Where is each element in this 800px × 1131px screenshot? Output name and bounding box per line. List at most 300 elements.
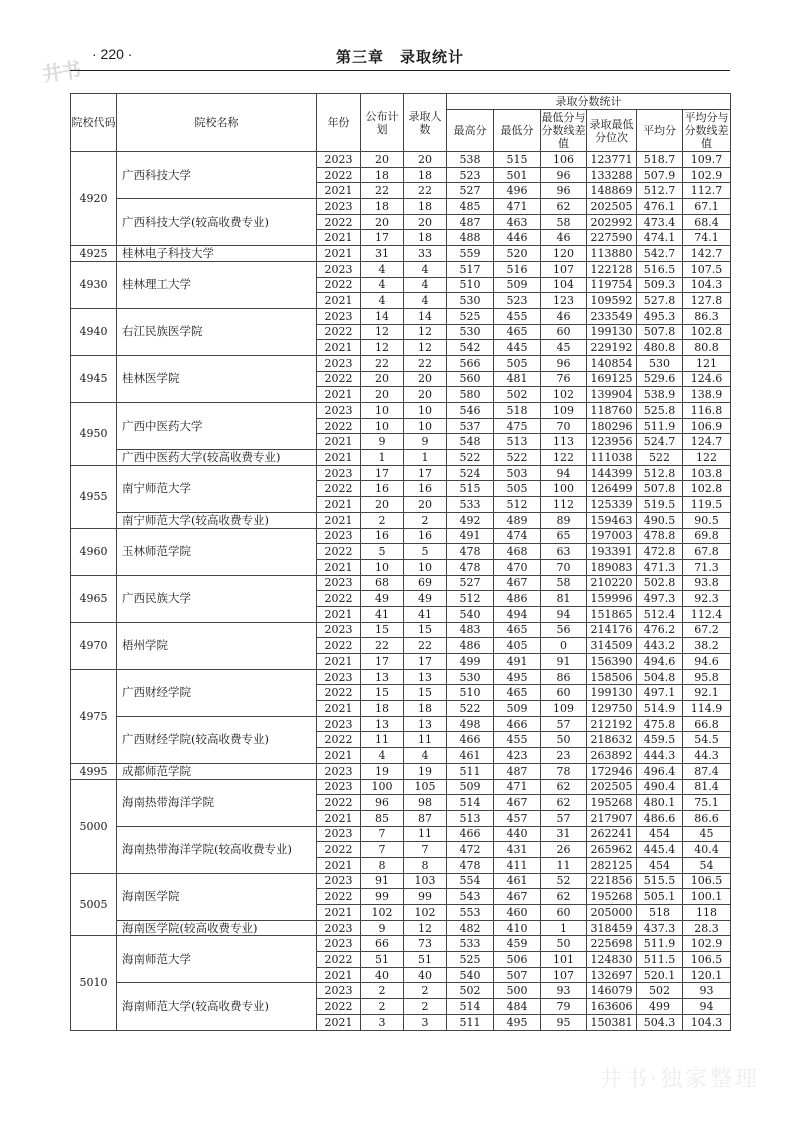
cell-avg: 478.8 — [637, 528, 683, 544]
cell-min: 496 — [494, 183, 541, 199]
cell-plan: 4 — [361, 748, 404, 764]
cell-admitted: 2 — [404, 512, 447, 528]
cell-plan: 8 — [361, 857, 404, 873]
cell-min-diff: 56 — [541, 622, 587, 638]
cell-admitted: 7 — [404, 842, 447, 858]
cell-admitted: 105 — [404, 779, 447, 795]
institution-name: 广西财经学院 — [117, 669, 317, 716]
cell-min-diff: 96 — [541, 355, 587, 371]
cell-year: 2023 — [317, 936, 361, 952]
cell-plan: 102 — [361, 905, 404, 921]
cell-plan: 2 — [361, 999, 404, 1015]
cell-min: 467 — [494, 889, 541, 905]
cell-admitted: 1 — [404, 450, 447, 466]
cell-rank: 139904 — [587, 387, 637, 403]
cell-plan: 4 — [361, 293, 404, 309]
cell-year: 2023 — [317, 403, 361, 419]
institution-name: 南宁师范大学 — [117, 465, 317, 512]
institution-name: 海南热带海洋学院 — [117, 779, 317, 826]
cell-avg: 514.9 — [637, 701, 683, 717]
institution-name: 海南医学院 — [117, 873, 317, 920]
cell-avg: 530 — [637, 355, 683, 371]
cell-year: 2023 — [317, 575, 361, 591]
cell-rank: 119754 — [587, 277, 637, 293]
cell-min: 515 — [494, 152, 541, 168]
cell-avg-diff: 69.8 — [683, 528, 731, 544]
cell-max: 566 — [447, 355, 494, 371]
cell-max: 525 — [447, 308, 494, 324]
table-row — [71, 246, 731, 262]
cell-avg-diff: 71.3 — [683, 559, 731, 575]
cell-min: 465 — [494, 324, 541, 340]
cell-max: 540 — [447, 606, 494, 622]
cell-avg-diff: 94.6 — [683, 654, 731, 670]
cell-avg-diff: 45 — [683, 826, 731, 842]
cell-min-diff: 46 — [541, 308, 587, 324]
cell-admitted: 4 — [404, 748, 447, 764]
institution-code: 4965 — [71, 575, 117, 622]
cell-rank: 195268 — [587, 795, 637, 811]
cell-admitted: 5 — [404, 544, 447, 560]
cell-admitted: 13 — [404, 716, 447, 732]
cell-max: 554 — [447, 873, 494, 889]
cell-admitted: 20 — [404, 387, 447, 403]
cell-avg: 495.3 — [637, 308, 683, 324]
cell-min: 518 — [494, 403, 541, 419]
cell-min-diff: 96 — [541, 183, 587, 199]
cell-min: 455 — [494, 308, 541, 324]
cell-max: 537 — [447, 418, 494, 434]
cell-min: 431 — [494, 842, 541, 858]
cell-avg: 509.3 — [637, 277, 683, 293]
cell-avg: 529.6 — [637, 371, 683, 387]
cell-rank: 159996 — [587, 591, 637, 607]
cell-rank: 133288 — [587, 167, 637, 183]
institution-code: 4970 — [71, 622, 117, 669]
cell-plan: 19 — [361, 763, 404, 779]
cell-min: 466 — [494, 716, 541, 732]
cell-avg: 476.2 — [637, 622, 683, 638]
cell-avg: 538.9 — [637, 387, 683, 403]
cell-avg-diff: 124.7 — [683, 434, 731, 450]
cell-min: 489 — [494, 512, 541, 528]
cell-admitted: 49 — [404, 591, 447, 607]
cell-rank: 227590 — [587, 230, 637, 246]
cell-year: 2022 — [317, 999, 361, 1015]
cell-min-diff: 62 — [541, 889, 587, 905]
cell-rank: 282125 — [587, 857, 637, 873]
cell-avg: 474.1 — [637, 230, 683, 246]
cell-max: 472 — [447, 842, 494, 858]
table-row — [71, 669, 731, 685]
cell-avg: 490.5 — [637, 512, 683, 528]
cell-year: 2023 — [317, 622, 361, 638]
cell-year: 2023 — [317, 199, 361, 215]
cell-min-diff: 52 — [541, 873, 587, 889]
cell-avg: 480.8 — [637, 340, 683, 356]
institution-code: 4960 — [71, 528, 117, 575]
cell-min: 506 — [494, 952, 541, 968]
cell-max: 522 — [447, 450, 494, 466]
cell-rank: 129750 — [587, 701, 637, 717]
cell-admitted: 22 — [404, 183, 447, 199]
cell-admitted: 3 — [404, 1014, 447, 1030]
cell-min-diff: 62 — [541, 779, 587, 795]
table-row — [71, 308, 731, 324]
cell-min-diff: 95 — [541, 1014, 587, 1030]
cell-year: 2022 — [317, 277, 361, 293]
cell-year: 2021 — [317, 654, 361, 670]
cell-max: 524 — [447, 465, 494, 481]
cell-rank: 122128 — [587, 261, 637, 277]
cell-admitted: 11 — [404, 732, 447, 748]
cell-min-diff: 70 — [541, 559, 587, 575]
cell-rank: 109592 — [587, 293, 637, 309]
cell-rank: 124830 — [587, 952, 637, 968]
cell-min-diff: 23 — [541, 748, 587, 764]
cell-avg-diff: 104.3 — [683, 1014, 731, 1030]
cell-avg-diff: 67.1 — [683, 199, 731, 215]
institution-code: 4925 — [71, 246, 117, 262]
institution-name: 南宁师范大学(较高收费专业) — [117, 512, 317, 528]
cell-min: 468 — [494, 544, 541, 560]
cell-admitted: 99 — [404, 889, 447, 905]
cell-avg: 504.8 — [637, 669, 683, 685]
cell-plan: 100 — [361, 779, 404, 795]
cell-min-diff: 60 — [541, 905, 587, 921]
cell-max: 517 — [447, 261, 494, 277]
cell-rank: 189083 — [587, 559, 637, 575]
cell-max: 509 — [447, 779, 494, 795]
cell-avg-diff: 54.5 — [683, 732, 731, 748]
cell-plan: 68 — [361, 575, 404, 591]
cell-max: 522 — [447, 701, 494, 717]
cell-max: 492 — [447, 512, 494, 528]
cell-avg-diff: 100.1 — [683, 889, 731, 905]
cell-year: 2022 — [317, 214, 361, 230]
cell-plan: 4 — [361, 277, 404, 293]
cell-avg-diff: 87.4 — [683, 763, 731, 779]
cell-max: 533 — [447, 497, 494, 513]
cell-rank: 210220 — [587, 575, 637, 591]
institution-name: 玉林师范学院 — [117, 528, 317, 575]
cell-min: 423 — [494, 748, 541, 764]
cell-avg: 511.9 — [637, 936, 683, 952]
cell-max: 491 — [447, 528, 494, 544]
cell-max: 533 — [447, 936, 494, 952]
cell-year: 2021 — [317, 230, 361, 246]
cell-min-diff: 11 — [541, 857, 587, 873]
cell-admitted: 18 — [404, 701, 447, 717]
cell-avg: 480.1 — [637, 795, 683, 811]
table-row — [71, 199, 731, 215]
cell-min: 507 — [494, 967, 541, 983]
col-header-name: 院校名称 — [117, 94, 317, 152]
cell-year: 2022 — [317, 544, 361, 560]
cell-year: 2023 — [317, 261, 361, 277]
cell-plan: 49 — [361, 591, 404, 607]
cell-min-diff: 107 — [541, 967, 587, 983]
table-row — [71, 152, 731, 168]
col-header-group: 录取分数统计 — [447, 94, 731, 110]
cell-min: 474 — [494, 528, 541, 544]
table-row — [71, 763, 731, 779]
institution-name: 桂林医学院 — [117, 355, 317, 402]
cell-plan: 85 — [361, 810, 404, 826]
cell-rank: 151865 — [587, 606, 637, 622]
cell-max: 527 — [447, 183, 494, 199]
cell-avg-diff: 120.1 — [683, 967, 731, 983]
cell-plan: 31 — [361, 246, 404, 262]
cell-admitted: 12 — [404, 340, 447, 356]
cell-max: 466 — [447, 826, 494, 842]
cell-admitted: 33 — [404, 246, 447, 262]
cell-max: 511 — [447, 1014, 494, 1030]
institution-code: 4950 — [71, 403, 117, 466]
cell-rank: 163606 — [587, 999, 637, 1015]
cell-plan: 20 — [361, 387, 404, 403]
table-row — [71, 512, 731, 528]
cell-year: 2023 — [317, 779, 361, 795]
cell-avg: 472.8 — [637, 544, 683, 560]
cell-admitted: 14 — [404, 308, 447, 324]
cell-plan: 99 — [361, 889, 404, 905]
cell-avg: 512.8 — [637, 465, 683, 481]
cell-plan: 3 — [361, 1014, 404, 1030]
brand-logo: 井书 — [40, 57, 82, 87]
cell-max: 512 — [447, 591, 494, 607]
cell-max: 499 — [447, 654, 494, 670]
cell-rank: 217907 — [587, 810, 637, 826]
cell-avg-diff: 90.5 — [683, 512, 731, 528]
cell-admitted: 8 — [404, 857, 447, 873]
cell-plan: 18 — [361, 199, 404, 215]
cell-rank: 158506 — [587, 669, 637, 685]
cell-avg: 443.2 — [637, 638, 683, 654]
institution-name: 桂林理工大学 — [117, 261, 317, 308]
cell-max: 510 — [447, 685, 494, 701]
cell-min: 465 — [494, 622, 541, 638]
cell-plan: 2 — [361, 983, 404, 999]
cell-min: 509 — [494, 277, 541, 293]
cell-rank: 202505 — [587, 199, 637, 215]
cell-plan: 17 — [361, 654, 404, 670]
cell-min-diff: 96 — [541, 167, 587, 183]
cell-rank: 132697 — [587, 967, 637, 983]
cell-min-diff: 89 — [541, 512, 587, 528]
cell-max: 538 — [447, 152, 494, 168]
cell-avg-diff: 93.8 — [683, 575, 731, 591]
cell-avg: 504.3 — [637, 1014, 683, 1030]
cell-avg-diff: 68.4 — [683, 214, 731, 230]
institution-name: 成都师范学院 — [117, 763, 317, 779]
cell-plan: 18 — [361, 701, 404, 717]
cell-admitted: 12 — [404, 324, 447, 340]
cell-admitted: 16 — [404, 481, 447, 497]
cell-min-diff: 123 — [541, 293, 587, 309]
cell-avg-diff: 44.3 — [683, 748, 731, 764]
cell-avg-diff: 116.8 — [683, 403, 731, 419]
col-header-rank: 录取最低分位次 — [587, 110, 637, 152]
cell-year: 2021 — [317, 748, 361, 764]
cell-year: 2022 — [317, 418, 361, 434]
cell-avg-diff: 109.7 — [683, 152, 731, 168]
cell-plan: 16 — [361, 528, 404, 544]
cell-plan: 20 — [361, 497, 404, 513]
cell-avg-diff: 40.4 — [683, 842, 731, 858]
institution-code: 5010 — [71, 936, 117, 1030]
cell-avg: 518 — [637, 905, 683, 921]
cell-max: 559 — [447, 246, 494, 262]
institution-name: 广西中医药大学(较高收费专业) — [117, 450, 317, 466]
cell-min: 405 — [494, 638, 541, 654]
cell-avg: 511.5 — [637, 952, 683, 968]
cell-rank: 123956 — [587, 434, 637, 450]
cell-year: 2022 — [317, 371, 361, 387]
cell-max: 542 — [447, 340, 494, 356]
cell-admitted: 11 — [404, 826, 447, 842]
cell-avg-diff: 92.3 — [683, 591, 731, 607]
cell-admitted: 19 — [404, 763, 447, 779]
cell-rank: 126499 — [587, 481, 637, 497]
cell-rank: 263892 — [587, 748, 637, 764]
cell-plan: 41 — [361, 606, 404, 622]
institution-code: 5005 — [71, 873, 117, 936]
cell-avg-diff: 38.2 — [683, 638, 731, 654]
cell-admitted: 9 — [404, 434, 447, 450]
cell-avg: 507.9 — [637, 167, 683, 183]
cell-year: 2021 — [317, 293, 361, 309]
cell-min-diff: 81 — [541, 591, 587, 607]
cell-rank: 146079 — [587, 983, 637, 999]
cell-min: 487 — [494, 763, 541, 779]
cell-admitted: 73 — [404, 936, 447, 952]
cell-avg-diff: 102.9 — [683, 167, 731, 183]
cell-rank: 159463 — [587, 512, 637, 528]
cell-min-diff: 79 — [541, 999, 587, 1015]
cell-min-diff: 91 — [541, 654, 587, 670]
cell-rank: 205000 — [587, 905, 637, 921]
cell-min: 494 — [494, 606, 541, 622]
cell-min: 410 — [494, 920, 541, 936]
col-header-min-diff: 最低分与分数线差值 — [541, 111, 586, 150]
cell-year: 2023 — [317, 873, 361, 889]
cell-min: 484 — [494, 999, 541, 1015]
cell-max: 478 — [447, 559, 494, 575]
cell-min: 460 — [494, 905, 541, 921]
cell-plan: 20 — [361, 371, 404, 387]
cell-min: 491 — [494, 654, 541, 670]
cell-min-diff: 76 — [541, 371, 587, 387]
cell-min-diff: 109 — [541, 403, 587, 419]
cell-plan: 40 — [361, 967, 404, 983]
cell-avg-diff: 86.6 — [683, 810, 731, 826]
cell-max: 487 — [447, 214, 494, 230]
cell-year: 2021 — [317, 387, 361, 403]
cell-avg: 486.6 — [637, 810, 683, 826]
cell-admitted: 20 — [404, 214, 447, 230]
cell-rank: 218632 — [587, 732, 637, 748]
col-header-admitted: 录取人数 — [404, 94, 447, 152]
cell-rank: 140854 — [587, 355, 637, 371]
institution-name: 广西民族大学 — [117, 575, 317, 622]
cell-year: 2022 — [317, 889, 361, 905]
cell-year: 2023 — [317, 152, 361, 168]
cell-avg: 454 — [637, 857, 683, 873]
cell-admitted: 40 — [404, 967, 447, 983]
cell-avg-diff: 80.8 — [683, 340, 731, 356]
cell-avg-diff: 102.9 — [683, 936, 731, 952]
table-row — [71, 450, 731, 466]
cell-admitted: 20 — [404, 371, 447, 387]
cell-avg: 516.5 — [637, 261, 683, 277]
cell-max: 510 — [447, 277, 494, 293]
cell-rank: 197003 — [587, 528, 637, 544]
cell-min: 481 — [494, 371, 541, 387]
institution-code: 4955 — [71, 465, 117, 528]
cell-rank: 125339 — [587, 497, 637, 513]
cell-avg-diff: 119.5 — [683, 497, 731, 513]
cell-avg-diff: 104.3 — [683, 277, 731, 293]
cell-avg: 499 — [637, 999, 683, 1015]
institution-name: 桂林电子科技大学 — [117, 246, 317, 262]
cell-year: 2022 — [317, 952, 361, 968]
cell-avg: 494.6 — [637, 654, 683, 670]
cell-max: 498 — [447, 716, 494, 732]
institution-name: 海南热带海洋学院(较高收费专业) — [117, 826, 317, 873]
cell-min: 523 — [494, 293, 541, 309]
cell-max: 543 — [447, 889, 494, 905]
cell-rank: 118760 — [587, 403, 637, 419]
cell-avg-diff: 106.5 — [683, 873, 731, 889]
cell-min: 463 — [494, 214, 541, 230]
table-row — [71, 575, 731, 591]
cell-year: 2021 — [317, 905, 361, 921]
cell-max: 540 — [447, 967, 494, 983]
cell-min-diff: 46 — [541, 230, 587, 246]
cell-min: 411 — [494, 857, 541, 873]
cell-min-diff: 78 — [541, 763, 587, 779]
cell-min-diff: 86 — [541, 669, 587, 685]
cell-year: 2021 — [317, 450, 361, 466]
cell-rank: 156390 — [587, 654, 637, 670]
cell-min: 471 — [494, 199, 541, 215]
cell-avg: 507.8 — [637, 481, 683, 497]
cell-plan: 17 — [361, 230, 404, 246]
cell-rank: 113880 — [587, 246, 637, 262]
cell-admitted: 4 — [404, 261, 447, 277]
cell-year: 2021 — [317, 857, 361, 873]
cell-year: 2021 — [317, 183, 361, 199]
cell-year: 2023 — [317, 355, 361, 371]
cell-admitted: 22 — [404, 355, 447, 371]
cell-rank: 318459 — [587, 920, 637, 936]
col-header-year: 年份 — [317, 94, 361, 152]
cell-rank: 123771 — [587, 152, 637, 168]
table-row — [71, 355, 731, 371]
cell-avg-diff: 93 — [683, 983, 731, 999]
cell-year: 2022 — [317, 685, 361, 701]
cell-plan: 7 — [361, 842, 404, 858]
institution-name: 广西中医药大学 — [117, 403, 317, 450]
cell-min-diff: 58 — [541, 575, 587, 591]
cell-max: 527 — [447, 575, 494, 591]
col-header-min: 最低分 — [494, 110, 541, 152]
cell-avg: 497.1 — [637, 685, 683, 701]
cell-year: 2021 — [317, 1014, 361, 1030]
cell-max: 483 — [447, 622, 494, 638]
admission-stats-table — [70, 93, 731, 1031]
